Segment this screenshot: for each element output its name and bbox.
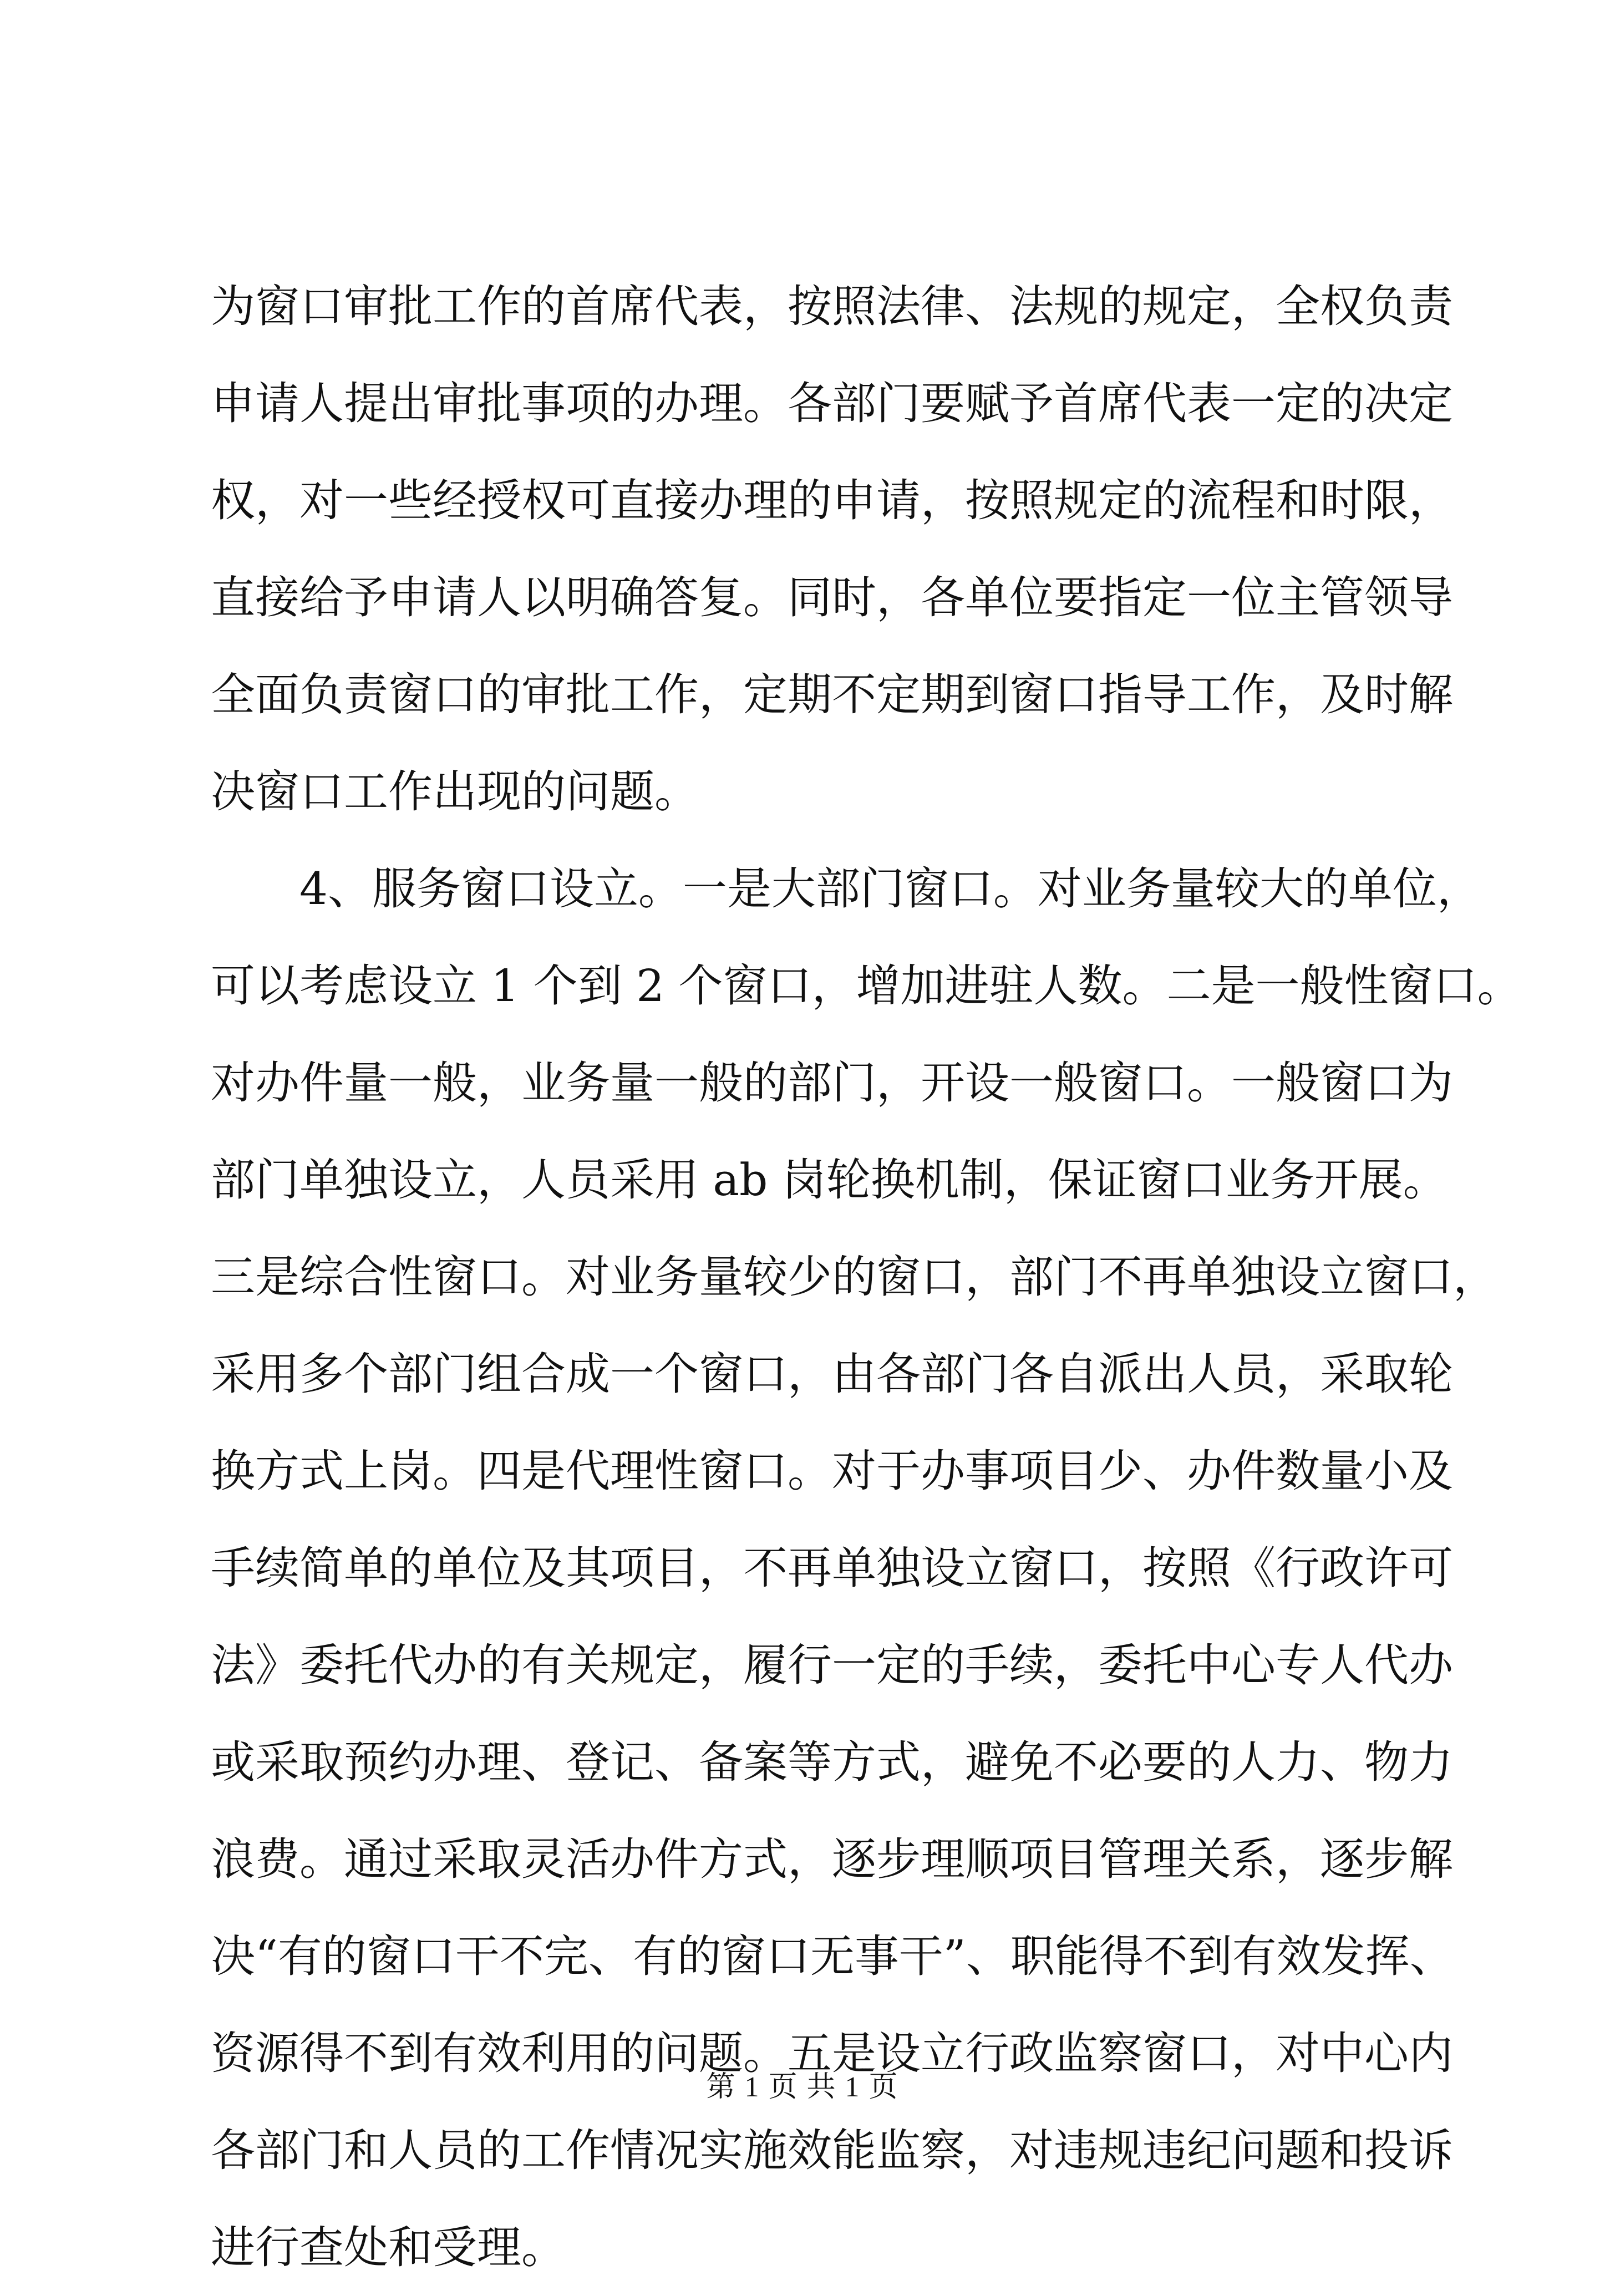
text-line: 采用多个部门组合成一个窗口，由各部门各自派出人员，采取轮 (211, 1348, 1453, 1400)
text-line: 权，对一些经授权可直接办理的申请，按照规定的流程和时限， (211, 475, 1453, 526)
text-line: 各部门和人员的工作情况实施效能监察，对违规违纪问题和投诉 (211, 2125, 1453, 2176)
text-line: 法》委托代办的有关规定，履行一定的手续，委托中心专人代办 (211, 1639, 1453, 1691)
text-line: 换方式上岗。四是代理性窗口。对于办事项目少、办件数量小及 (211, 1445, 1453, 1497)
text-line: 为窗口审批工作的首席代表，按照法律、法规的规定，全权负责 (211, 281, 1453, 332)
text-line: 手续简单的单位及其项目，不再单独设立窗口，按照《行政许可 (211, 1542, 1453, 1594)
text-line: 申请人提出审批事项的办理。各部门要赋予首席代表一定的决定 (211, 378, 1453, 429)
text-line: 浪费。通过采取灵活办件方式，逐步理顺项目管理关系，逐步解 (211, 1833, 1453, 1885)
text-line: 进行查处和受理。 (211, 2222, 566, 2273)
text-line: 部门单独设立，人员采用 ab 岗轮换机制，保证窗口业务开展。 (211, 1154, 1447, 1206)
text-line: 可以考虑设立 1 个到 2 个窗口，增加进驻人数。二是一般性窗口。 (211, 960, 1522, 1012)
page-number-footer: 第 1 页 共 1 页 (706, 2071, 899, 2103)
text-line: 决窗口工作出现的问题。 (211, 766, 699, 817)
text-line: 直接给予申请人以明确答复。同时，各单位要指定一位主管领导 (211, 572, 1453, 623)
text-line: 全面负责窗口的审批工作，定期不定期到窗口指导工作，及时解 (211, 669, 1453, 720)
text-line: 对办件量一般，业务量一般的部门，开设一般窗口。一般窗口为 (211, 1057, 1453, 1109)
text-line: 资源得不到有效利用的问题。五是设立行政监察窗口，对中心内 (211, 2028, 1453, 2079)
body-text (211, 258, 1522, 2296)
text-line: 4、服务窗口设立。一是大部门窗口。对业务量较大的单位， (211, 863, 1481, 915)
text-line: 或采取预约办理、登记、备案等方式，避免不必要的人力、物力 (211, 1736, 1453, 1788)
text-line: 三是综合性窗口。对业务量较少的窗口，部门不再单独设立窗口， (211, 1251, 1497, 1303)
text-line: 决“有的窗口干不完、有的窗口无事干”、职能得不到有效发挥、 (211, 1931, 1454, 1982)
